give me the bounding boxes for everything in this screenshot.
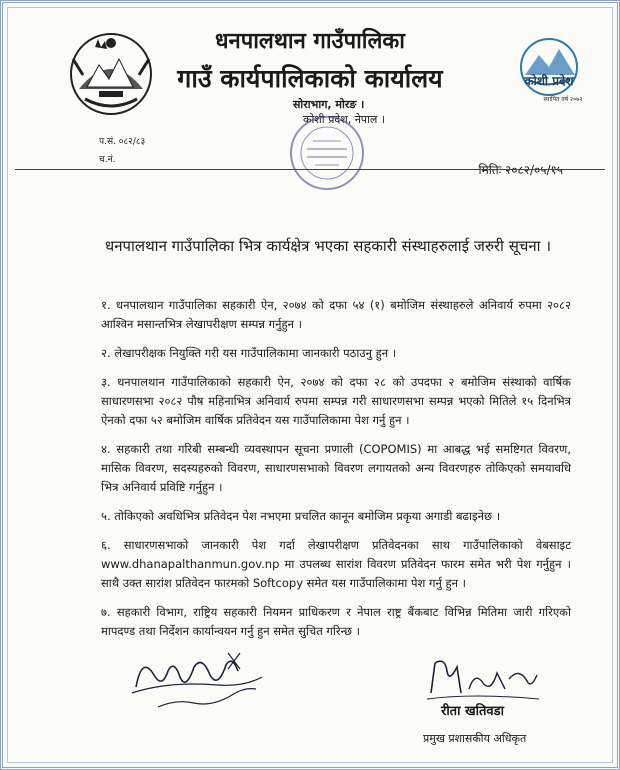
patra-sankhya: प.सं. ०८२/८३ xyxy=(99,137,146,147)
address-line-1: सोराभाग, मोरङ । xyxy=(293,98,365,111)
notice-point: ५. तोकिएको अवधिभित्र प्रतिवेदन पेश नभएमा प्रचलित कानून बमोजिम प्रकृया अगाडी बढाइनेछ । xyxy=(101,509,501,523)
notice-point: ७. सहकारी विभाग, राष्ट्रिय सहकारी नियमन प्राधिकरण र नेपाल राष्ट्र बैंकबाट विभिन्न मितिमा जारी गरिएको मापदण्ड तथा निर्देशन कार्यान्वयन गर्नु हुन समेत सुचित गरिन्छ । xyxy=(101,605,571,638)
signer-designation: प्रमुख प्रशासकीय अधिकृत xyxy=(423,732,527,745)
chalani-number: च.नं. xyxy=(99,155,116,165)
signer-name: रीता खतिवडा xyxy=(441,704,504,719)
notice-heading: धनपालथान गाउँपालिका भित्र कार्यक्षेत्र भएका सहकारी संस्थाहरुलाई जरुरी सूचना । xyxy=(104,237,552,255)
letter-date: मितिः २०८२/०५/१५ xyxy=(478,163,563,177)
office-name: गाउँ कार्यपालिकाको कार्यालय xyxy=(177,64,443,93)
notice-point: १. धनपालथान गाउँपालिका सहकारी ऐन, २०७४ को दफा ५४ (१) बमोजिम संस्थाहरुले अनिवार्य रुपमा २०८२ आश्विन मसान्तभित्र लेखापरीक्षण सम्पन्न गर्नुहुन । xyxy=(101,298,571,331)
municipality-name: धनपालथान गाउँपालिका xyxy=(214,29,406,54)
notice-body xyxy=(101,296,571,651)
notice-point: ३. धनपालथान गाउँपालिकाको सहकारी ऐन, २०७४ को दफा २८ को उपदफा २ बमोजिम संस्थाको वार्षिक साधारणसभा २०८२ पौष महिनाभित्र अनिवार्य रुपमा सम्पन्न गरी साधारणसभा सम्पन्न भएको मितिले १५ दिनभित्र ऐनको दफा ५२ बमोजिम वार्षिक प्रतिवेदन यस गाउँपालिकामा पेश गर्नु हुन । xyxy=(101,375,571,427)
notice-point: २. लेखापरीक्षक नियुक्ति गरी यस गाउँपालिकामा जानकारी पठाउनु हुन । xyxy=(101,346,397,360)
header-divider xyxy=(15,169,605,170)
notice-point: ६. साधारणसभाको जानकारी पेश गर्दा लेखापरीक्षण प्रतिवेदनका साथ गाउँपालिकाको वेबसाइट www.dhanapalthanmun.gov.np मा उपलब्ध सारांश विवरण प्रतिवेदन फारम समेत भरी पेश गर्नुहुन । साथै उक्त सारांश प्रतिवेदन फारमको Softcopy समेत यस गाउँपालिकामा पेश गर्नु हुन । xyxy=(101,538,571,590)
notice-point: ४. सहकारी तथा गरिबी सम्बन्धी व्यवस्थापन सूचना प्रणाली (COPOMIS) मा आबद्ध भई समष्टिगत विवरण, मासिक विवरण, सदस्यहरुको विवरण, साधारणसभाको विवरण लगायतको अन्य विवरणहरु तोकिएको समयावधि भित्र अनिवार्य प्रविष्टि गर्नुहुन । xyxy=(101,442,571,494)
koshi-pradesh-logo xyxy=(503,25,595,117)
handwritten-signature-left xyxy=(128,645,268,715)
reference-block xyxy=(99,133,145,169)
handwritten-signature-right xyxy=(423,653,543,708)
address-line-2: कोशी प्रदेश, नेपाल । xyxy=(303,113,386,126)
koshi-logo-subtext: स्थापित वर्ष २०७२ xyxy=(543,96,583,103)
office-stamp xyxy=(287,113,367,193)
koshi-logo-text: कोशी प्रदेश xyxy=(524,74,574,88)
